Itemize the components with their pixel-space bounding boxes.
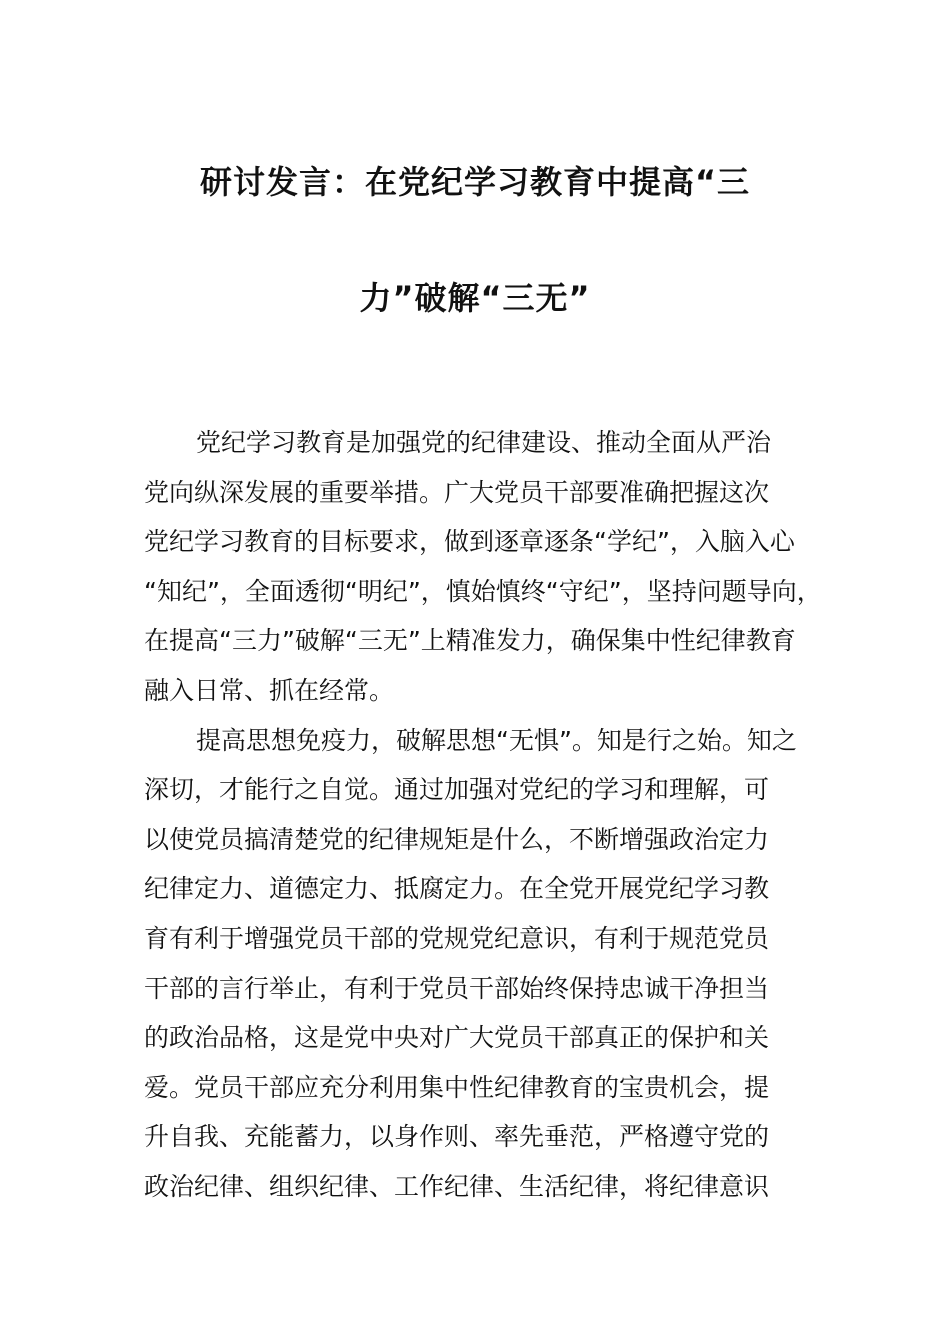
paragraph-2-line: 的政治品格，这是党中央对广大党员干部真正的保护和关 [144,1023,770,1053]
paragraph-2-line: 以使党员搞清楚党的纪律规矩是什么，不断增强政治定力 [144,824,770,854]
paragraph-2-line: 提高思想免疫力，破解思想“无惧”。知是行之始。知之 [196,725,797,755]
paragraph-1-line: 融入日常、抓在经常。 [144,675,395,705]
paragraph-1-line: “知纪”，全面透彻“明纪”，慎始慎终“守纪”，坚持问题导向， [144,576,822,606]
document-title-line-1: 研讨发言：在党纪学习教育中提高“三 [199,163,751,201]
paragraph-1-line: 党纪学习教育的目标要求，做到逐章逐条“学纪”，入脑入心 [144,527,795,557]
document-body [144,418,834,1212]
paragraph-1-line: 党纪学习教育是加强党的纪律建设、推动全面从严治 [196,428,772,457]
document-title-line-2: 力”破解“三无” [359,279,591,317]
paragraph-2-line: 升自我、充能蓄力，以身作则、率先垂范，严格遵守党的 [144,1122,770,1152]
paragraph-1-line: 党向纵深发展的重要举措。广大党员干部要准确把握这次 [144,477,770,507]
paragraph-2-line: 纪律定力、道德定力、抵腐定力。在全党开展党纪学习教 [144,874,770,904]
paragraph-2-line: 干部的言行举止，有利于党员干部始终保持忠诚干净担当 [144,973,770,1003]
paragraph-2-line: 爱。党员干部应充分利用集中性纪律教育的宝贵机会，提 [144,1072,770,1102]
paragraph-2-line: 育有利于增强党员干部的党规党纪意识，有利于规范党员 [144,923,770,953]
paragraph-2-line: 深切，才能行之自觉。通过加强对党纪的学习和理解，可 [144,775,770,805]
paragraph-2-line: 政治纪律、组织纪律、工作纪律、生活纪律，将纪律意识 [144,1171,770,1201]
paragraph-1-line: 在提高“三力”破解“三无”上精准发力，确保集中性纪律教育 [144,626,796,656]
